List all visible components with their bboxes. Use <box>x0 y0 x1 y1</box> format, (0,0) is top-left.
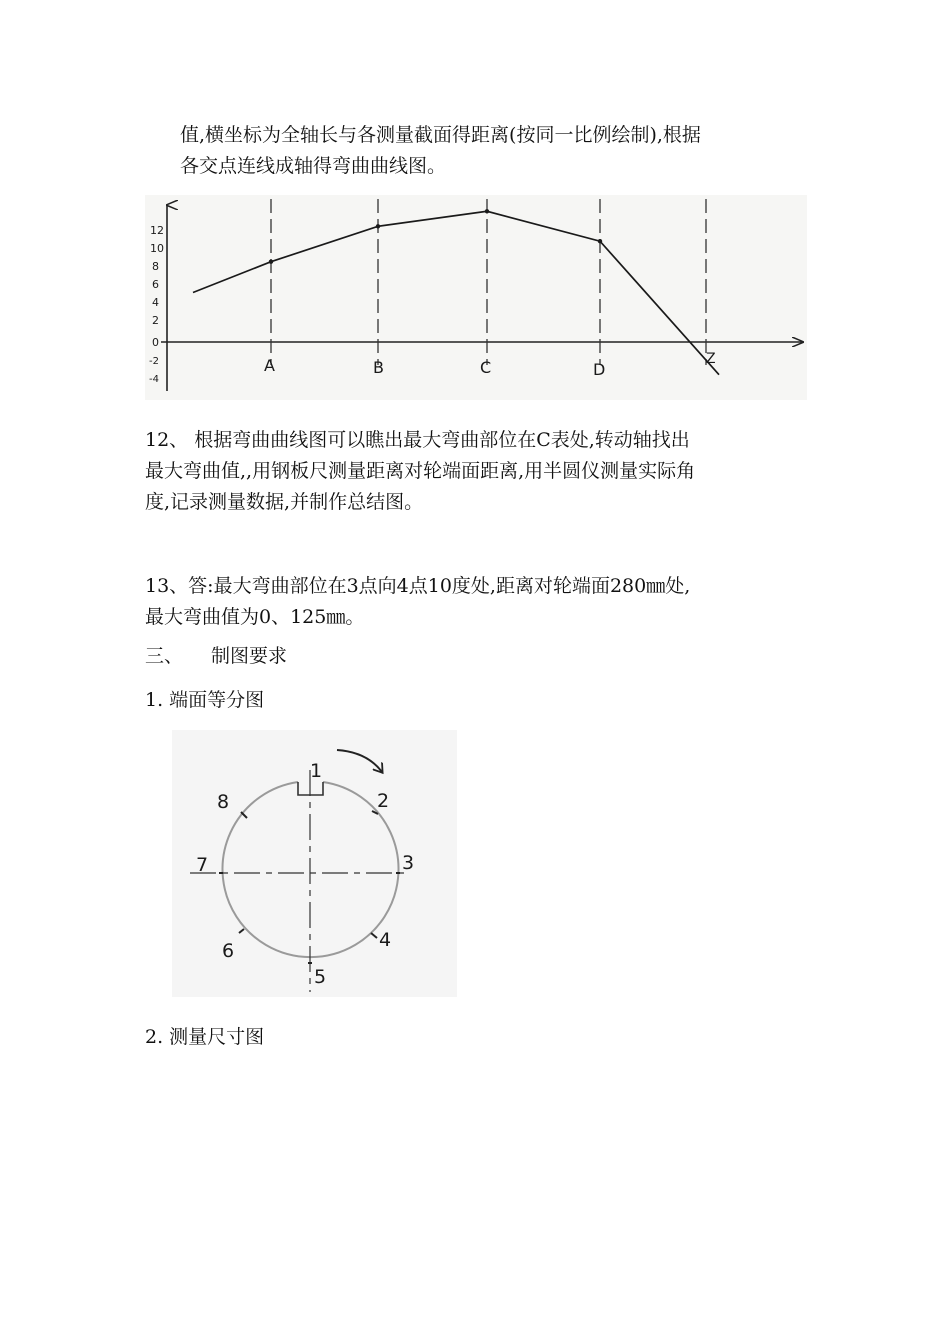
section-3-heading <box>145 641 287 672</box>
intro-line-1: 值,横坐标为全轴长与各测量截面得距离(按同一比例绘制),根据 <box>180 124 701 146</box>
point-mark-6 <box>239 929 244 933</box>
sub-item-1: 1. 端面等分图 <box>145 689 265 711</box>
station-label-a: A <box>264 356 275 375</box>
point-label-1: 1 <box>310 760 323 782</box>
item-13-paragraph <box>145 571 690 633</box>
division-circle-diagram <box>172 730 457 997</box>
station-labels <box>264 351 716 379</box>
end-face-division-figure <box>172 730 457 997</box>
item-12-paragraph <box>145 425 695 518</box>
y-tick-labels <box>149 224 164 385</box>
y-tick-label: -2 <box>149 356 159 367</box>
curve-layer <box>193 209 719 375</box>
y-tick-label: -4 <box>149 374 159 385</box>
station-label-c: C <box>480 358 492 377</box>
point-label-5: 5 <box>314 966 327 988</box>
intro-line-2: 各交点连线成轴得弯曲曲线图。 <box>180 155 447 177</box>
rotation-arrow-icon <box>337 750 382 772</box>
section-3-title: 制图要求 <box>211 645 288 667</box>
section-3-number: 三、 <box>145 645 184 667</box>
station-label-b: B <box>373 358 384 377</box>
y-tick-label: 6 <box>152 278 159 291</box>
y-tick-label: 10 <box>150 242 164 255</box>
point-label-8: 8 <box>217 791 230 813</box>
point-label-2: 2 <box>377 790 390 812</box>
station-label-d: D <box>593 360 606 379</box>
curve-point <box>269 260 273 264</box>
intro-paragraph <box>180 120 701 182</box>
item-12-line-2: 最大弯曲值,,用钢板尺测量距离对轮端面距离,用半圆仪测量实际角 <box>145 460 696 482</box>
y-tick-label: 2 <box>152 314 159 327</box>
curve-point <box>376 224 380 228</box>
sub-item-2: 2. 测量尺寸图 <box>145 1026 265 1048</box>
point-label-3: 3 <box>402 852 415 874</box>
point-label-4: 4 <box>379 929 392 951</box>
item-13-line-2: 最大弯曲值为0、125㎜。 <box>145 606 365 628</box>
item-12-line-3: 度,记录测量数据,并制作总结图。 <box>145 491 424 513</box>
item-12-line-1: 12、 根据弯曲曲线图可以瞧出最大弯曲部位在C表处,转动轴找出 <box>145 429 690 451</box>
curve-point <box>485 209 489 213</box>
point-label-6: 6 <box>222 940 235 962</box>
station-label-z: Z <box>706 351 716 367</box>
y-tick-label: 4 <box>152 296 159 309</box>
point-label-7: 7 <box>196 854 209 876</box>
item-13-line-1: 13、答:最大弯曲部位在3点向4点10度处,距离对轮端面280㎜处, <box>145 575 691 597</box>
curve-point <box>598 239 602 243</box>
y-tick-label: 8 <box>152 260 159 273</box>
bend-curve-line <box>193 211 719 374</box>
bend-curve-chart <box>145 195 807 400</box>
y-tick-label: 12 <box>150 224 164 237</box>
bend-curve-figure <box>145 195 807 400</box>
point-mark-4 <box>371 933 377 938</box>
y-tick-label: 0 <box>152 336 159 349</box>
station-lines <box>271 199 706 365</box>
